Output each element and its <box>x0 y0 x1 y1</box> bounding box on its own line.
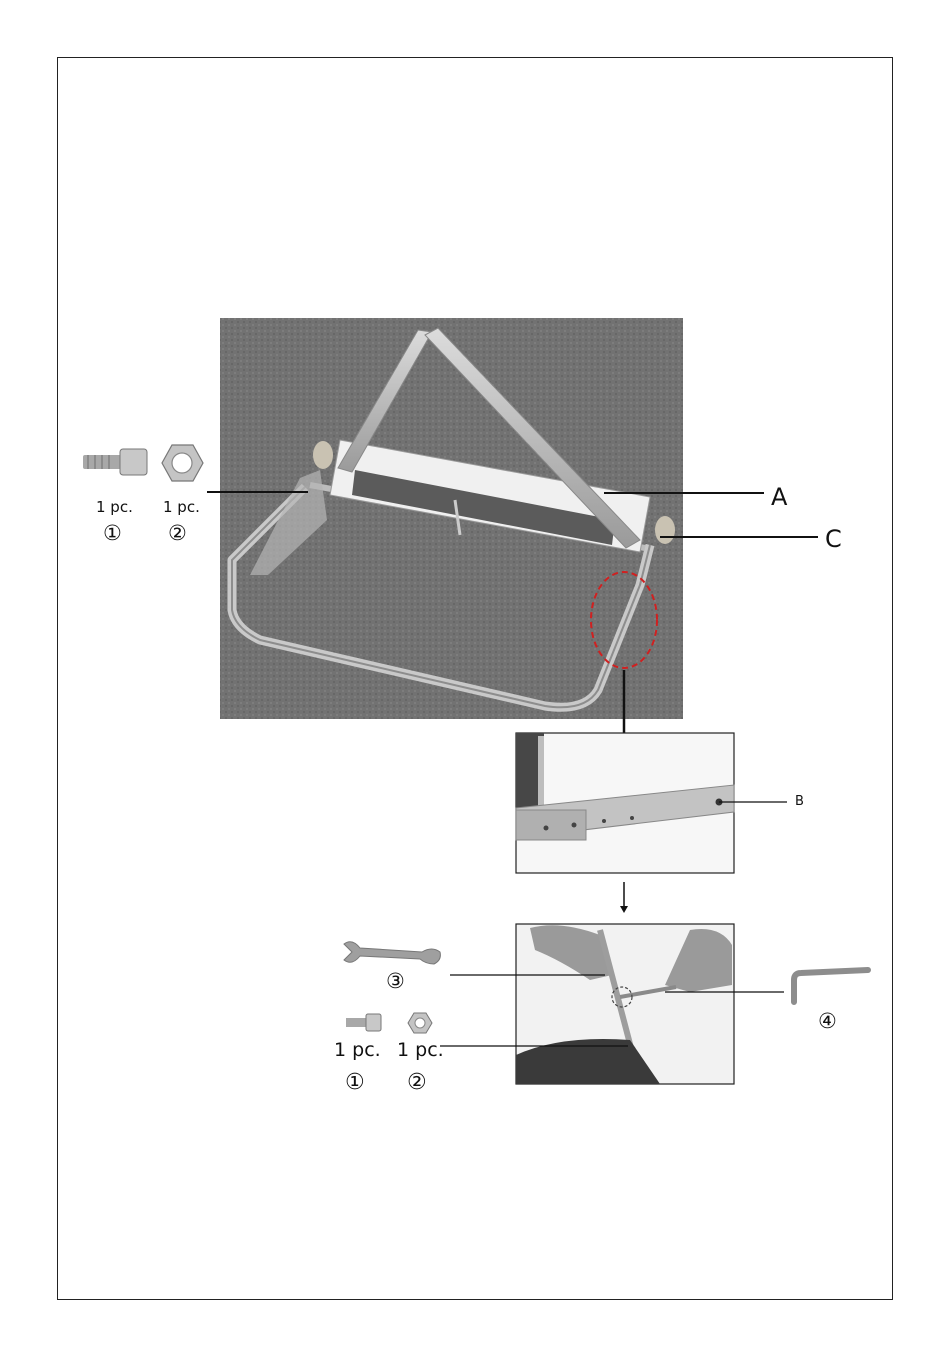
bottom-part1-qty-label: 1 pc. <box>334 1039 381 1061</box>
main-assembly-photo <box>220 318 683 719</box>
detail-b-photo <box>516 733 734 873</box>
nut-icon <box>162 445 203 481</box>
part2-qty-label: 1 pc. <box>163 498 200 516</box>
callout-c-label: C <box>825 525 842 553</box>
part1-qty-label: 1 pc. <box>96 498 133 516</box>
hex-key-icon <box>794 970 868 1002</box>
bolt-icon-small <box>346 1014 381 1031</box>
bottom-part2-number-label: ② <box>407 1070 427 1095</box>
wrench-number-label: ③ <box>386 969 405 993</box>
wrench-icon <box>344 942 440 964</box>
bottom-part2-qty-label: 1 pc. <box>397 1039 444 1061</box>
hexkey-number-label: ④ <box>818 1009 837 1033</box>
bottom-part1-number-label: ① <box>345 1070 365 1095</box>
nut-icon-small <box>408 1013 432 1033</box>
detail-assembly-photo <box>516 924 734 1084</box>
part1-number-label: ① <box>103 521 122 545</box>
callout-b-label: B <box>795 794 804 809</box>
bolt-icon <box>83 449 147 475</box>
part2-number-label: ② <box>168 521 187 545</box>
callout-a-label: A <box>771 483 788 511</box>
